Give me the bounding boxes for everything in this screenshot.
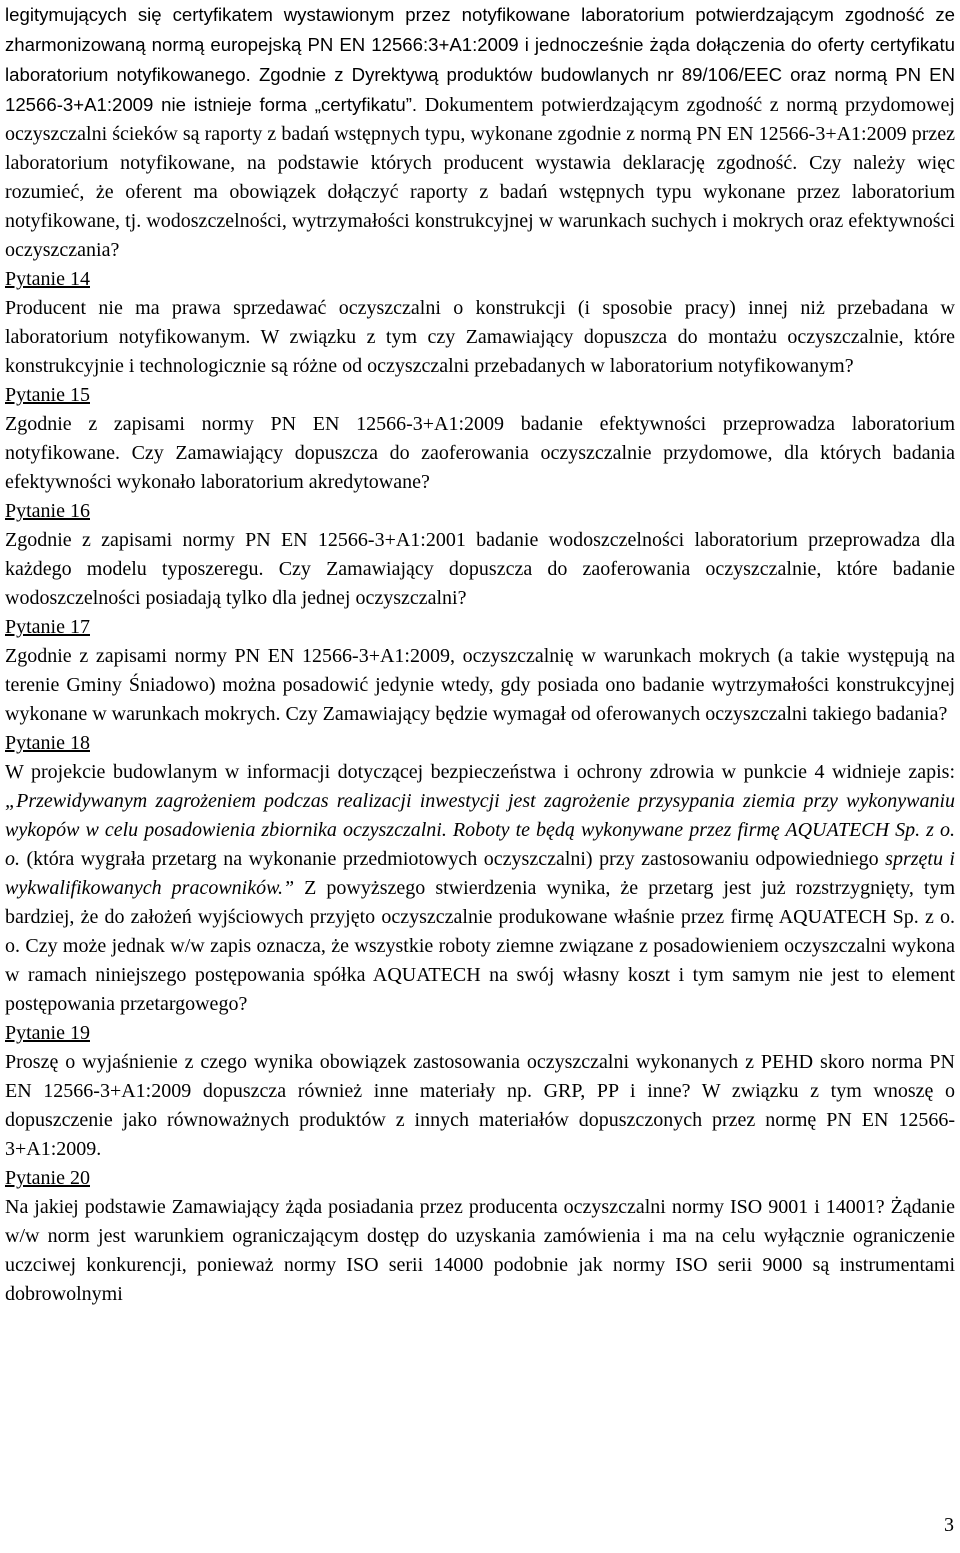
- heading-question-19: Pytanie 19: [5, 1022, 90, 1044]
- question-18-text: [5, 758, 955, 1019]
- q14-sentence-2: W związku z tym czy Zamawiający dopuszcza do montażu oczyszczalnie, które konstrukcyjnie i technologicznie są różne od oczyszczalni przebadanych w laboratorium notyfikowanym?: [5, 326, 956, 377]
- question-19-text: Proszę o wyjaśnienie z czego wynika obowiązek zastosowania oczyszczalni wykonanych z PEHD skoro norma PN EN 12566-3+A1:2009 dopuszcza również inne materiały np. GRP, PP i inne? W związku z tym wnoszę o dopuszczenie jako równoważnych produktów z innych materiałów dopuszczonych przez normę PN EN 12566-3+A1:2009.: [5, 1051, 955, 1160]
- intro-text-2: Dokumentem potwierdzającym zgodność z normą przydomowej oczyszczalni ścieków są raporty z badań wstępnych typu, wykonane zgodnie z normą PN EN 12566-3+A1:2009 przez laboratorium notyfikowane, na podstawie których producent wystawia deklarację zgodność.: [5, 94, 955, 174]
- q14-sentence-1: Producent nie ma prawa sprzedawać oczyszczalni o konstrukcji (i sposobie pracy) innej niż przebadana w laboratorium notyfikowanym.: [5, 297, 955, 348]
- document-page: [5, 0, 955, 1309]
- q18-lead: W projekcie budowlanym w informacji dotyczącej bezpieczeństwa i ochrony zdrowia w punkcie 4 widnieje zapis:: [5, 761, 955, 783]
- heading-question-20: Pytanie 20: [5, 1167, 90, 1189]
- heading-question-18: Pytanie 18: [5, 732, 90, 754]
- question-15-text: [5, 410, 955, 497]
- intro-paragraph: [5, 0, 955, 265]
- heading-question-14: Pytanie 14: [5, 268, 90, 290]
- intro-text-sans: legitymujących się certyfikatem wystawionym przez notyfikowane laboratorium potwierdzającym zgodność ze zharmonizowaną normą europejską PN EN 12566:3+A1:2009 i jednocześnie żąda dołączenia do oferty certyfikatu laboratorium notyfikowanego. Zgodnie z Dyrektywą produktów budowlanych nr 89/106/EEC oraz normą PN EN 12566-3+A1:2009 nie istnieje forma „certyfikatu”.: [5, 4, 955, 115]
- question-20-text: Na jakiej podstawie Zamawiający żąda posiadania przez producenta oczyszczalni normy ISO 9001 i 14001? Żądanie w/w norm jest warunkiem ograniczającym dostęp do uzyskania zamówienia i ma na celu wyłącznie ograniczenie uczciwej konkurencji, ponieważ normy ISO serii 14000 podobnie jak normy ISO serii 9000 są instrumentami dobrowolnymi: [5, 1196, 955, 1305]
- question-17-text: Zgodnie z zapisami normy PN EN 12566-3+A1:2009, oczyszczalnię w warunkach mokrych (a takie występują na terenie Gminy Śniadowo) można posadowić jedynie wtedy, gdy posiada ono badanie wytrzymałości konstrukcyjnej wykonane w warunkach mokrych. Czy Zamawiający będzie wymagał od oferowanych oczyszczalni takiego badania?: [5, 645, 955, 725]
- q15-sentence-1: Zgodnie z zapisami normy PN EN 12566-3+A1:2009 badanie efektywności przeprowadza laboratorium notyfikowane.: [5, 413, 955, 464]
- q15-sentence-2: Czy Zamawiający dopuszcza do zaoferowania oczyszczalnie przydomowe, dla których badania efektywności wykonało laboratorium akredytowane?: [5, 442, 955, 493]
- q18-rest: Z powyższego stwierdzenia wynika, że przetarg jest już rozstrzygnięty, tym bardziej, że do założeń wyjściowych przyjęto oczyszczalnie produkowane właśnie przez firmę AQUATECH Sp. z o. o. Czy może jednak w/w zapis oznacza, że wszystkie roboty ziemne związane z posadowieniem oczyszczalni wykona w ramach niniejszego postępowania spółka AQUATECH na swój własny koszt i tym samym nie jest to element postępowania przetargowego?: [5, 877, 956, 1015]
- intro-text-3: Czy należy więc rozumieć, że oferent ma obowiązek dołączyć raporty z badań wstępnych typu wykonane przez laboratorium notyfikowane, tj. wodoszczelności, wytrzymałości konstrukcyjnej w warunkach suchych i mokrych oraz efektywności oczyszczania?: [5, 152, 955, 261]
- heading-question-16: Pytanie 16: [5, 500, 90, 522]
- heading-question-17: Pytanie 17: [5, 616, 90, 638]
- heading-question-15: Pytanie 15: [5, 384, 90, 406]
- q18-mid: (która wygrała przetarg na wykonanie przedmiotowych oczyszczalni) przy zastosowaniu odpowiedniego: [20, 848, 886, 870]
- page-number: 3: [944, 1514, 954, 1536]
- q18-quote-end: sprzętu i wykwalifikowanych pracowników.”: [5, 848, 955, 899]
- q18-quote: „Przewidywanym zagrożeniem podczas realizacji inwestycji jest zagrożenie przysypania ziemia przy wykonywaniu wykopów w celu posadowienia zbiornika oczyszczalni. Roboty te będą wykonywane przez firmę AQUATECH Sp. z o. o.: [5, 790, 955, 870]
- question-14-text: [5, 294, 955, 381]
- question-16-text: Zgodnie z zapisami normy PN EN 12566-3+A1:2001 badanie wodoszczelności laboratorium przeprowadza dla każdego modelu typoszeregu. Czy Zamawiający dopuszcza do zaoferowania oczyszczalnie, które badanie wodoszczelności posiadają tylko dla jednej oczyszczalni?: [5, 529, 955, 609]
